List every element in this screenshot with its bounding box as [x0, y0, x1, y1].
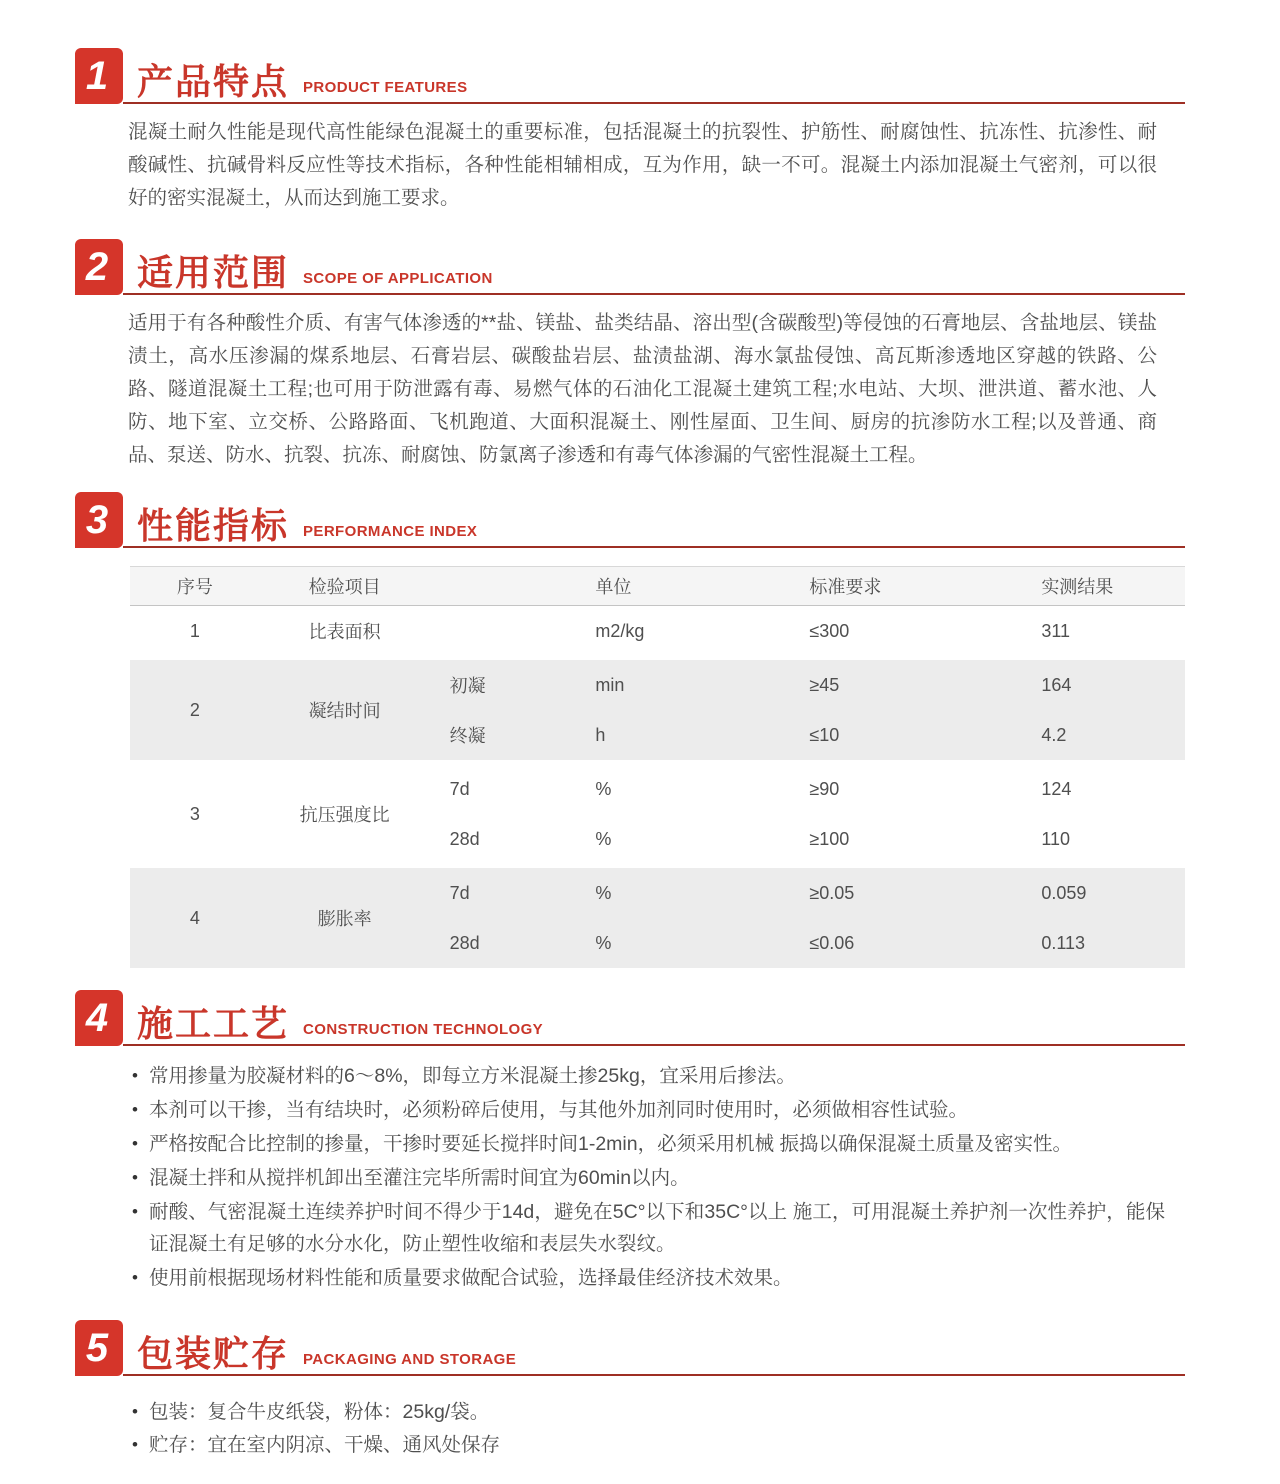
- section-title-en: PRODUCT FEATURES: [303, 79, 468, 96]
- table-group-surface-area: [130, 606, 1185, 656]
- table-cell-unit: %: [595, 932, 612, 953]
- section-product-features: [75, 48, 1185, 215]
- table-cell-subitem: 终凝: [449, 726, 486, 746]
- col-header-unit: 单位: [595, 577, 632, 597]
- bullet-item: • 包装：复合牛皮纸袋，粉体：25kg/袋。: [130, 1396, 1165, 1428]
- table-cell-subitem: 28d: [449, 828, 480, 849]
- bullet-item: • 耐酸、气密混凝土连续养护时间不得少于14d，避免在5C°以下和35C°以上 施工，可用混凝土养护剂一次性养护，能保证混凝土有足够的水分水化，防止塑性收缩和表层失水裂纹。: [130, 1196, 1165, 1260]
- section-number-badge: 3: [75, 492, 123, 548]
- section-body-paragraph: 适用于有各种酸性介质、有害气体渗透的**盐、镁盐、盐类结晶、溶出型(含碳酸型)等侵蚀的石膏地层、含盐地层、镁盐渍土，高水压渗漏的煤系地层、石膏岩层、碳酸盐岩层、盐渍盐湖、海水氯盐侵蚀、高瓦斯渗透地区穿越的铁路、公路、隧道混凝土工程;也可用于防泄露有毒、易燃气体的石油化工混凝土建筑工程;水电站、大坝、泄洪道、蓄水池、人防、地下室、立交桥、公路路面、飞机跑道、大面积混凝土、刚性屋面、卫生间、厨房的抗渗防水工程;以及普通、商品、泵送、防水、抗裂、抗冻、耐腐蚀、防氯离子渗透和有毒气体渗漏的气密性混凝土工程。: [128, 312, 1157, 466]
- section-title-cn: 适用范围: [137, 252, 290, 293]
- bullet-item: • 贮存：宜在室内阴凉、干燥、通风处保存: [130, 1429, 1165, 1461]
- col-header-subitem: [430, 567, 580, 605]
- table-group-setting-time: [130, 660, 1185, 760]
- table-cell-result: 4.2: [1041, 724, 1067, 745]
- table-cell-subitem: 28d: [449, 932, 480, 953]
- table-cell-standard: ≥100: [809, 828, 850, 849]
- table-cell-standard: ≤10: [809, 724, 840, 745]
- table-cell-standard: ≤0.06: [809, 932, 855, 953]
- table-cell-standard: ≤300: [809, 620, 850, 641]
- section-body-paragraph: 混凝土耐久性能是现代高性能绿色混凝土的重要标准，包括混凝土的抗裂性、护筋性、耐腐蚀性、抗冻性、抗渗性、耐酸碱性、抗碱骨料反应性等技术指标，各种性能相辅相成，互为作用，缺一不可。混凝土内添加混凝土气密剂，可以很好的密实混凝土，从而达到施工要求。: [128, 121, 1157, 209]
- table-cell-unit: %: [595, 778, 612, 799]
- section-title-en: PERFORMANCE INDEX: [303, 523, 478, 540]
- section-title-en: SCOPE OF APPLICATION: [303, 270, 493, 287]
- section-2-header: [75, 239, 1185, 295]
- bullet-item: • 使用前根据现场材料性能和质量要求做配合试验，选择最佳经济技术效果。: [130, 1262, 1165, 1294]
- table-group-expansion-rate: [130, 868, 1185, 968]
- table-cell-index: 1: [189, 620, 200, 641]
- table-header-row: [130, 566, 1185, 606]
- table-cell-result: 164: [1041, 674, 1072, 695]
- section-title-rule: [123, 48, 1185, 104]
- table-cell-result: 124: [1041, 778, 1072, 799]
- packaging-bullet-list: [130, 1396, 1165, 1461]
- section-title-en: PACKAGING AND STORAGE: [303, 1351, 517, 1368]
- col-header-index: 序号: [176, 577, 213, 597]
- bullet-item: • 本剂可以干掺，当有结块时，必须粉碎后使用，与其他外加剂同时使用时，必须做相容性试验。: [130, 1094, 1165, 1126]
- section-title-cn: 产品特点: [137, 61, 290, 102]
- section-number-badge: 2: [75, 239, 123, 295]
- table-cell-subitem: [430, 606, 580, 656]
- section-title-rule: [123, 1320, 1185, 1376]
- section-packaging-storage: [75, 1320, 1185, 1461]
- table-cell-index: 3: [189, 803, 200, 824]
- table-cell-subitem: 初凝: [449, 676, 486, 696]
- section-title-rule: [123, 990, 1185, 1046]
- table-cell-standard: ≥90: [809, 778, 840, 799]
- table-cell-subitem: 7d: [449, 882, 470, 903]
- section-number-badge: 4: [75, 990, 123, 1046]
- section-4-header: [75, 990, 1185, 1046]
- section-construction-technology: [75, 990, 1185, 1294]
- section-scope-of-application: [75, 239, 1185, 472]
- bullet-item: • 严格按配合比控制的掺量，干掺时要延长搅拌时间1-2min，必须采用机械 振捣以确保混凝土质量及密实性。: [130, 1128, 1165, 1160]
- table-cell-result: 110: [1041, 828, 1071, 849]
- section-title-cn: 施工工艺: [137, 1003, 290, 1044]
- section-performance-index: [75, 492, 1185, 968]
- section-number-badge: 1: [75, 48, 123, 104]
- table-cell-result: 0.113: [1041, 932, 1086, 953]
- table-cell-unit: min: [595, 674, 625, 695]
- table-cell-item: 抗压强度比: [299, 805, 390, 825]
- table-cell-standard: ≥0.05: [809, 882, 855, 903]
- table-cell-subitem: 7d: [449, 778, 470, 799]
- table-cell-index: 2: [189, 699, 200, 720]
- section-3-header: [75, 492, 1185, 548]
- section-title-en: CONSTRUCTION TECHNOLOGY: [303, 1021, 544, 1038]
- table-cell-unit: %: [595, 828, 612, 849]
- table-cell-item: 比表面积: [308, 622, 381, 642]
- table-cell-item: 凝结时间: [308, 701, 381, 721]
- table-cell-index: 4: [189, 907, 200, 928]
- table-cell-result: 311: [1041, 620, 1071, 641]
- construction-bullet-list: [130, 1060, 1165, 1294]
- section-5-header: [75, 1320, 1185, 1376]
- table-cell-unit: %: [595, 882, 612, 903]
- col-header-result: 实测结果: [1041, 577, 1114, 597]
- performance-table: [130, 566, 1185, 968]
- table-group-compressive-strength: [130, 764, 1185, 864]
- section-title-rule: [123, 239, 1185, 295]
- table-cell-unit: h: [595, 724, 606, 745]
- section-number-badge: 5: [75, 1320, 123, 1376]
- section-1-header: [75, 48, 1185, 104]
- table-cell-unit: m2/kg: [595, 620, 645, 641]
- table-cell-result: 0.059: [1041, 882, 1087, 903]
- table-cell-item: 膨胀率: [317, 909, 372, 929]
- section-title-rule: [123, 492, 1185, 548]
- bullet-item: • 混凝土拌和从搅拌机卸出至灌注完毕所需时间宜为60min以内。: [130, 1162, 1165, 1194]
- section-title-cn: 包装贮存: [137, 1333, 290, 1374]
- bullet-item: • 常用掺量为胶凝材料的6～8%，即每立方米混凝土掺25kg，宜采用后掺法。: [130, 1060, 1165, 1092]
- col-header-standard: 标准要求: [809, 577, 882, 597]
- section-title-cn: 性能指标: [137, 505, 290, 546]
- col-header-item: 检验项目: [308, 577, 381, 597]
- table-cell-standard: ≥45: [809, 674, 840, 695]
